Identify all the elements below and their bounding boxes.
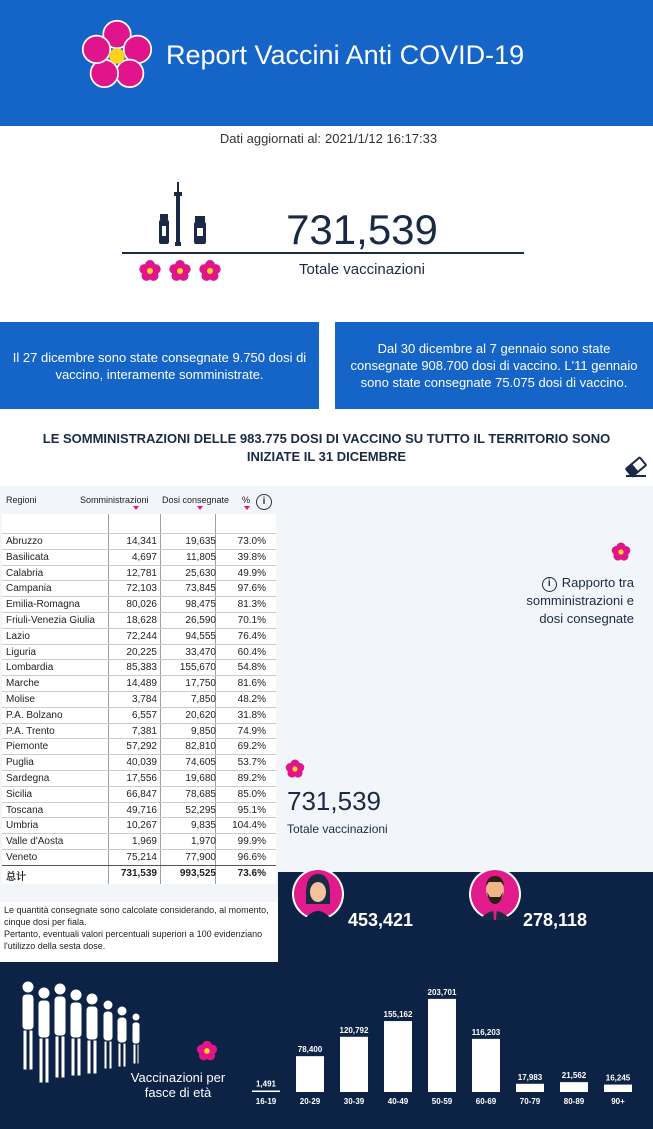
cell-delivered: 82,810	[185, 741, 216, 753]
table-row[interactable]	[2, 659, 276, 675]
cell-pct: 81.3%	[237, 599, 266, 611]
bar-category-label: 20-29	[299, 1097, 321, 1106]
cell-administered: 4,697	[131, 551, 157, 563]
cell-region: Liguria	[6, 646, 37, 658]
cell-pct: 31.8%	[237, 709, 266, 721]
bar-value-label: 16,245	[605, 1073, 631, 1083]
cell-pct: 69.2%	[237, 741, 266, 753]
cell-delivered: 11,805	[186, 551, 216, 563]
cell-pct: 89.2%	[237, 772, 266, 784]
note-line: Pertanto, eventuali valori percentuali superiori a 100 evidenziano l'utilizzo della sesta dose.	[4, 929, 263, 951]
cell-administered: 66,847	[126, 788, 157, 800]
cell-administered: 49,716	[126, 804, 157, 816]
table-header	[2, 490, 276, 514]
table-info-icon[interactable]: i	[256, 494, 272, 510]
cell-region: Lombardia	[6, 662, 54, 674]
table-row[interactable]	[2, 533, 276, 549]
flower-icon	[283, 757, 307, 781]
cell-pct: 60.4%	[237, 646, 266, 658]
cell-delivered: 78,685	[185, 788, 216, 800]
cell-administered: 10,267	[126, 820, 157, 832]
cell-region: Campania	[6, 583, 52, 595]
cell-pct: 81.6%	[237, 678, 266, 690]
cell-delivered: 33,470	[185, 646, 216, 658]
bar-category-label: 70-79	[519, 1097, 541, 1106]
bar-value-label: 1,491	[255, 1079, 277, 1089]
ratio-label	[500, 574, 634, 628]
total-vaccinations-value: 731,539	[286, 206, 438, 253]
cell-administered: 80,026	[126, 599, 157, 611]
bar-30-39[interactable]	[340, 1037, 368, 1092]
note-line: Le quantità consegnate sono calcolate considerando, al momento, cinque dosi per fiala.	[4, 905, 269, 927]
sort-indicator-icon[interactable]	[244, 506, 250, 510]
sort-indicator-icon[interactable]	[133, 506, 139, 510]
bar-category-label: 16-19	[255, 1097, 277, 1106]
bar-80-89[interactable]	[560, 1082, 588, 1092]
header-pct[interactable]: %	[242, 495, 251, 505]
cell-pct: 39.8%	[237, 551, 266, 563]
table-row[interactable]	[2, 596, 276, 612]
bar-category-label: 90+	[611, 1097, 625, 1106]
cell-region: Piemonte	[6, 741, 49, 753]
cell-delivered: 52,295	[185, 804, 216, 816]
cell-region: Friuli-Venezia Giulia	[6, 614, 95, 626]
table-rows	[2, 533, 276, 881]
bar-value-label: 155,162	[383, 1010, 413, 1020]
cell-region: Veneto	[6, 851, 38, 863]
cell-pct: 54.8%	[237, 662, 266, 674]
cell-administered: 18,628	[126, 614, 157, 626]
cell-delivered: 77,900	[185, 851, 216, 863]
cell-region: Lazio	[6, 630, 30, 642]
cell-administered: 6,557	[131, 709, 157, 721]
update-timestamp	[0, 131, 653, 146]
cell-delivered: 26,590	[185, 614, 216, 626]
cell-pct: 76.4%	[237, 630, 266, 642]
cell-pct: 48.2%	[237, 693, 266, 705]
bar-value-label: 17,983	[517, 1072, 543, 1082]
age-chart-title: Vaccinazioni per fasce di età	[130, 1070, 226, 1100]
page-title: Report Vaccini Anti COVID-19	[166, 40, 525, 70]
bar-value-label: 21,562	[561, 1071, 587, 1081]
table-row[interactable]	[2, 707, 276, 723]
cell-delivered: 7,850	[190, 693, 216, 705]
cell-delivered: 98,475	[185, 599, 216, 611]
cell-delivered: 20,620	[185, 709, 216, 721]
bar-category-label: 40-49	[387, 1097, 409, 1106]
cell-administered: 7,381	[131, 725, 157, 737]
bar-16-19[interactable]	[252, 1091, 280, 1093]
table-row[interactable]	[2, 738, 276, 754]
table-row[interactable]	[2, 565, 276, 581]
table-row[interactable]	[2, 723, 276, 739]
cell-delivered: 17,750	[185, 678, 216, 690]
table-row[interactable]	[2, 675, 276, 691]
total-vaccinations-label: Totale vaccinazioni	[299, 261, 425, 278]
cell-delivered: 19,680	[185, 772, 216, 784]
bar-category-label: 30-39	[343, 1097, 365, 1106]
cell-delivered: 1,970	[190, 836, 216, 848]
table-row[interactable]	[2, 849, 276, 865]
cell-pct: 99.9%	[237, 836, 266, 848]
cell-delivered: 9,835	[190, 820, 216, 832]
vaccine-vials-icon	[155, 182, 215, 252]
bar-value-label: 116,203	[471, 1027, 501, 1037]
section-title: LE SOMMINISTRAZIONI DELLE 983.775 DOSI DI VACCINO SU TUTTO IL TERRITORIO SONO INIZIATE IL 31 DICEMBRE	[42, 431, 611, 464]
bar-50-59[interactable]	[428, 999, 456, 1092]
cell-delivered: 155,670	[179, 662, 216, 674]
cell-pct: 85.0%	[237, 788, 266, 800]
eraser-icon[interactable]	[624, 456, 648, 478]
bar-70-79[interactable]	[516, 1084, 544, 1092]
cell-administered: 14,489	[126, 678, 157, 690]
cell-region: Sardegna	[6, 772, 50, 784]
table-row[interactable]	[2, 549, 276, 565]
female-avatar-icon	[290, 864, 346, 924]
cell-pct: 97.6%	[237, 583, 266, 595]
cell-administered: 57,292	[126, 741, 157, 753]
cell-region: Marche	[6, 678, 40, 690]
cell-pct: 73.6%	[237, 867, 266, 879]
sort-indicator-icon[interactable]	[197, 506, 203, 510]
ratio-text: Rapporto tra somministrazioni e dosi consegnate	[526, 575, 634, 626]
cell-region: P.A. Trento	[6, 725, 55, 737]
cell-delivered: 94,555	[185, 630, 216, 642]
cell-pct: 49.9%	[237, 567, 266, 579]
cell-administered: 3,784	[131, 693, 157, 705]
table-row[interactable]	[2, 691, 276, 707]
cell-administered: 40,039	[126, 757, 157, 769]
cell-pct: 73.0%	[237, 536, 266, 547]
cell-administered: 17,556	[126, 772, 157, 784]
bar-20-29[interactable]	[296, 1056, 324, 1092]
cell-region: Sicilia	[6, 788, 33, 800]
bar-value-label: 120,792	[339, 1025, 369, 1035]
table-row[interactable]	[2, 802, 276, 818]
cell-delivered: 993,525	[179, 867, 216, 879]
three-flowers-icon	[135, 256, 225, 286]
bar-category-label: 50-59	[431, 1097, 453, 1106]
cell-administered: 85,383	[126, 662, 157, 674]
table-row[interactable]	[2, 644, 276, 660]
cell-administered: 72,103	[126, 583, 157, 595]
female-vaccinations-value: 453,421	[348, 910, 414, 930]
table-row[interactable]	[2, 754, 276, 770]
cell-administered: 14,341	[126, 536, 157, 547]
cell-region: Abruzzo	[6, 536, 43, 547]
cell-region: 总计	[6, 871, 26, 883]
table-note	[4, 904, 274, 952]
bar-category-label: 80-89	[563, 1097, 585, 1106]
male-vaccinations-value: 278,118	[523, 910, 588, 930]
male-avatar-icon	[467, 864, 523, 924]
bar-60-69[interactable]	[472, 1039, 500, 1092]
update-value: 2021/1/12 16:17:33	[325, 131, 438, 146]
mid-total-value: 731,539	[287, 786, 381, 816]
table-row[interactable]	[2, 612, 276, 628]
cell-administered: 20,225	[126, 646, 157, 658]
table-row[interactable]	[2, 833, 276, 849]
bar-value-label: 78,400	[297, 1045, 323, 1055]
flower-icon	[609, 540, 633, 564]
cell-pct: 95.1%	[237, 804, 266, 816]
cell-region: Emilia-Romagna	[6, 599, 80, 611]
table-row[interactable]	[2, 770, 276, 786]
bar-40-49[interactable]	[384, 1021, 412, 1092]
bar-90+[interactable]	[604, 1085, 632, 1092]
cell-pct: 70.1%	[237, 614, 266, 626]
header-banner	[0, 0, 653, 126]
update-label: Dati aggiornati al:	[219, 131, 322, 146]
table-row[interactable]	[2, 786, 276, 802]
info-icon[interactable]: i	[542, 577, 557, 592]
cell-pct: 96.6%	[237, 851, 266, 863]
header-administered[interactable]: Somministrazioni	[80, 495, 149, 505]
flower-logo-icon	[74, 13, 160, 99]
cell-administered: 1,969	[131, 836, 157, 848]
header-region[interactable]: Regioni	[6, 495, 37, 505]
table-total-row[interactable]	[2, 865, 276, 881]
table-row[interactable]	[2, 580, 276, 596]
cell-delivered: 74,605	[185, 757, 216, 769]
mid-total-label: Totale vaccinazioni	[287, 822, 388, 836]
cell-region: Puglia	[6, 757, 34, 769]
cell-region: P.A. Bolzano	[6, 709, 63, 721]
info-box-december: Il 27 dicembre sono state consegnate 9.750 dosi di vaccino, interamente somministrate.	[0, 322, 319, 409]
cell-delivered: 73,845	[185, 583, 216, 595]
cell-delivered: 9,850	[190, 725, 216, 737]
table-row[interactable]	[2, 817, 276, 833]
cell-region: Toscana	[6, 804, 44, 816]
age-bar-chart	[244, 980, 644, 1110]
cell-administered: 12,781	[126, 567, 157, 579]
table-row[interactable]	[2, 628, 276, 644]
cell-region: Valle d'Aosta	[6, 836, 64, 848]
bar-category-label: 60-69	[475, 1097, 497, 1106]
cell-delivered: 25,630	[185, 567, 216, 579]
cell-region: Basilicata	[6, 551, 49, 563]
cell-pct: 104.4%	[232, 820, 266, 832]
bar-value-label: 203,701	[427, 987, 457, 997]
cell-region: Calabria	[6, 567, 44, 579]
cell-administered: 75,214	[126, 851, 157, 863]
cell-region: Umbria	[6, 820, 39, 832]
cell-region: Molise	[6, 693, 35, 705]
flower-icon	[194, 1038, 220, 1064]
cell-administered: 72,244	[126, 630, 157, 642]
cell-pct: 74.9%	[237, 725, 266, 737]
header-delivered[interactable]: Dosi consegnate	[162, 495, 230, 505]
cell-administered: 731,539	[120, 867, 157, 879]
cell-pct: 53.7%	[237, 757, 266, 769]
info-box-january: Dal 30 dicembre al 7 gennaio sono state consegnate 908.700 dosi di vaccino. L'11 gennaio sono state consegnate 75.075 dosi di vaccino.	[335, 322, 653, 409]
cell-delivered: 19,635	[185, 536, 216, 547]
